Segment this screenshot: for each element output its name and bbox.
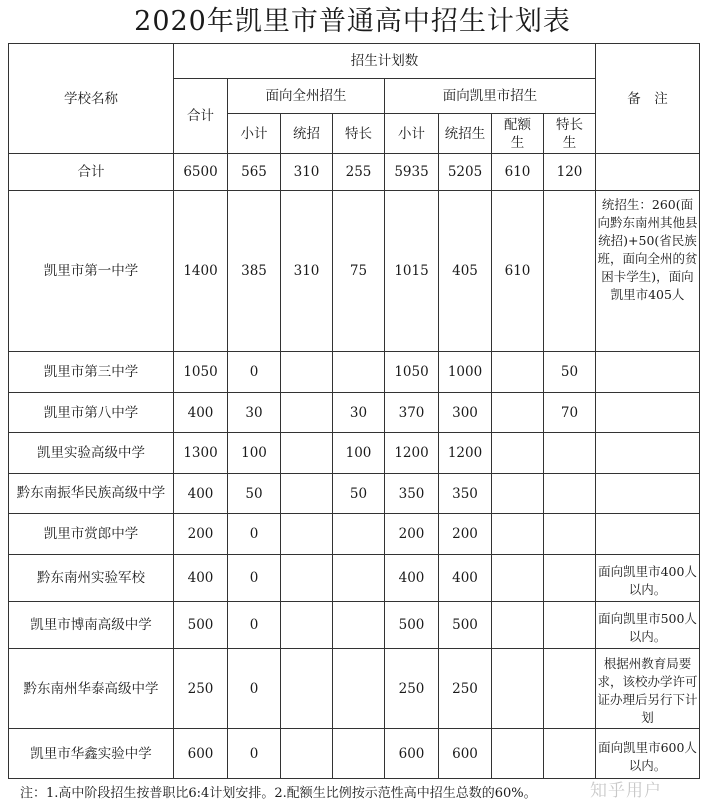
cell-city-specialty [544, 191, 596, 352]
cell-city-quota [492, 649, 544, 729]
cell-city-quota [492, 474, 544, 514]
header-pref-unified: 统招 [281, 114, 333, 154]
school-name: 黔东南州实验军校 [9, 555, 174, 602]
cell-pref-unified [281, 474, 333, 514]
remark-text: 统招生：260(面向黔东南州其他县统招)+50(省民族班，面向全州的贫困卡学生)，面向凯里市405人 [597, 197, 698, 302]
total-note [596, 154, 700, 191]
header-school-name: 学校名称 [9, 44, 174, 154]
cell-pref-specialty: 50 [333, 474, 385, 514]
total-pref-subtotal: 565 [228, 154, 281, 191]
cell-pref-unified [281, 514, 333, 555]
cell-city-subtotal: 1200 [385, 433, 439, 474]
cell-pref-subtotal: 0 [228, 649, 281, 729]
cell-pref-specialty: 75 [333, 191, 385, 352]
remark-cell [596, 352, 700, 393]
cell-pref-subtotal: 0 [228, 555, 281, 602]
cell-pref-unified [281, 393, 333, 433]
remark-cell: 面向凯里市400人以内。 [596, 555, 700, 602]
cell-pref-subtotal: 30 [228, 393, 281, 433]
cell-pref-unified [281, 555, 333, 602]
table-row [9, 649, 700, 729]
cell-city-specialty: 50 [544, 352, 596, 393]
footer-note: 注：1.高中阶段招生按普职比6:4计划安排。2.配额生比例按示范性高中招生总数的60%。 [20, 786, 537, 801]
header-city-unified: 统招生 [439, 114, 492, 154]
total-row-label: 合计 [9, 154, 174, 191]
header-city-quota: 配额生 [492, 114, 544, 154]
cell-pref-unified [281, 602, 333, 649]
table-row [9, 433, 700, 474]
header-pref-subtotal: 小计 [228, 114, 281, 154]
school-name: 凯里市第一中学 [9, 191, 174, 352]
cell-city-unified: 1200 [439, 433, 492, 474]
total-city-unified: 5205 [439, 154, 492, 191]
table-row [9, 729, 700, 779]
cell-city-subtotal: 400 [385, 555, 439, 602]
cell-city-subtotal: 250 [385, 649, 439, 729]
table-row [9, 352, 700, 393]
cell-pref-subtotal: 0 [228, 352, 281, 393]
cell-pref-subtotal: 0 [228, 729, 281, 779]
header-city-group: 面向凯里市招生 [385, 79, 596, 114]
cell-city-specialty: 70 [544, 393, 596, 433]
cell-total: 400 [174, 393, 228, 433]
cell-pref-specialty [333, 352, 385, 393]
table-row [9, 474, 700, 514]
school-name: 凯里实验高级中学 [9, 433, 174, 474]
remark-cell [596, 191, 700, 352]
school-name: 凯里市第三中学 [9, 352, 174, 393]
page-title: 2020年凯里市普通高中招生计划表 [134, 6, 571, 37]
table-row [9, 393, 700, 433]
header-pref-specialty: 特长 [333, 114, 385, 154]
remark-cell [596, 474, 700, 514]
cell-city-subtotal: 1015 [385, 191, 439, 352]
remark-cell [596, 514, 700, 555]
header-remarks: 备 注 [596, 44, 700, 154]
total-city-specialty: 120 [544, 154, 596, 191]
cell-city-quota: 610 [492, 191, 544, 352]
school-name: 黔东南州华泰高级中学 [9, 649, 174, 729]
cell-city-unified: 600 [439, 729, 492, 779]
header-plan-count: 招生计划数 [174, 44, 596, 79]
cell-city-specialty [544, 729, 596, 779]
cell-city-quota [492, 729, 544, 779]
header-total: 合计 [174, 79, 228, 154]
cell-city-quota [492, 602, 544, 649]
total-row [9, 154, 700, 191]
cell-city-unified: 500 [439, 602, 492, 649]
cell-pref-specialty: 100 [333, 433, 385, 474]
cell-pref-subtotal: 50 [228, 474, 281, 514]
cell-total: 200 [174, 514, 228, 555]
cell-pref-specialty [333, 555, 385, 602]
total-city-subtotal: 5935 [385, 154, 439, 191]
table-row [9, 602, 700, 649]
table-row [9, 191, 700, 352]
cell-city-subtotal: 1050 [385, 352, 439, 393]
cell-total: 1050 [174, 352, 228, 393]
cell-total: 1400 [174, 191, 228, 352]
cell-pref-specialty [333, 514, 385, 555]
cell-total: 400 [174, 474, 228, 514]
cell-pref-specialty [333, 729, 385, 779]
cell-city-unified: 250 [439, 649, 492, 729]
school-name: 凯里市博南高级中学 [9, 602, 174, 649]
cell-city-subtotal: 600 [385, 729, 439, 779]
watermark: 知乎用户 [590, 781, 662, 801]
total-pref-unified: 310 [281, 154, 333, 191]
school-name: 凯里市华鑫实验中学 [9, 729, 174, 779]
cell-total: 1300 [174, 433, 228, 474]
header-city-subtotal: 小计 [385, 114, 439, 154]
cell-city-specialty [544, 514, 596, 555]
cell-city-unified: 1000 [439, 352, 492, 393]
cell-pref-subtotal: 100 [228, 433, 281, 474]
cell-city-subtotal: 350 [385, 474, 439, 514]
cell-pref-specialty: 30 [333, 393, 385, 433]
cell-pref-specialty [333, 602, 385, 649]
cell-city-subtotal: 500 [385, 602, 439, 649]
remark-cell: 根据州教育局要求，该校办学许可证办理后另行下计划 [596, 649, 700, 729]
cell-pref-subtotal: 0 [228, 602, 281, 649]
cell-city-specialty [544, 433, 596, 474]
cell-pref-unified [281, 729, 333, 779]
cell-city-unified: 350 [439, 474, 492, 514]
total-cell: 6500 [174, 154, 228, 191]
cell-pref-unified [281, 433, 333, 474]
cell-city-specialty [544, 474, 596, 514]
remark-cell: 面向凯里市500人以内。 [596, 602, 700, 649]
remark-cell: 面向凯里市600人以内。 [596, 729, 700, 779]
cell-city-specialty [544, 649, 596, 729]
cell-pref-unified [281, 649, 333, 729]
cell-city-quota [492, 352, 544, 393]
cell-pref-subtotal: 0 [228, 514, 281, 555]
cell-pref-unified: 310 [281, 191, 333, 352]
cell-total: 400 [174, 555, 228, 602]
total-pref-specialty: 255 [333, 154, 385, 191]
cell-city-quota [492, 433, 544, 474]
cell-total: 500 [174, 602, 228, 649]
cell-city-unified: 300 [439, 393, 492, 433]
table-row [9, 514, 700, 555]
cell-city-unified: 405 [439, 191, 492, 352]
cell-city-subtotal: 370 [385, 393, 439, 433]
cell-total: 600 [174, 729, 228, 779]
cell-city-quota [492, 555, 544, 602]
remark-cell [596, 393, 700, 433]
total-city-quota: 610 [492, 154, 544, 191]
school-name: 凯里市第八中学 [9, 393, 174, 433]
cell-city-specialty [544, 602, 596, 649]
cell-total: 250 [174, 649, 228, 729]
cell-city-unified: 200 [439, 514, 492, 555]
cell-pref-unified [281, 352, 333, 393]
header-city-specialty: 特长生 [544, 114, 596, 154]
header-prefecture-group: 面向全州招生 [228, 79, 385, 114]
cell-city-subtotal: 200 [385, 514, 439, 555]
school-name: 凯里市赏郎中学 [9, 514, 174, 555]
cell-city-specialty [544, 555, 596, 602]
cell-city-quota [492, 393, 544, 433]
cell-city-unified: 400 [439, 555, 492, 602]
remark-cell [596, 433, 700, 474]
cell-pref-specialty [333, 649, 385, 729]
school-name: 黔东南振华民族高级中学 [9, 474, 174, 514]
enrollment-plan-table [8, 43, 700, 779]
cell-pref-subtotal: 385 [228, 191, 281, 352]
table-row [9, 555, 700, 602]
cell-city-quota [492, 514, 544, 555]
